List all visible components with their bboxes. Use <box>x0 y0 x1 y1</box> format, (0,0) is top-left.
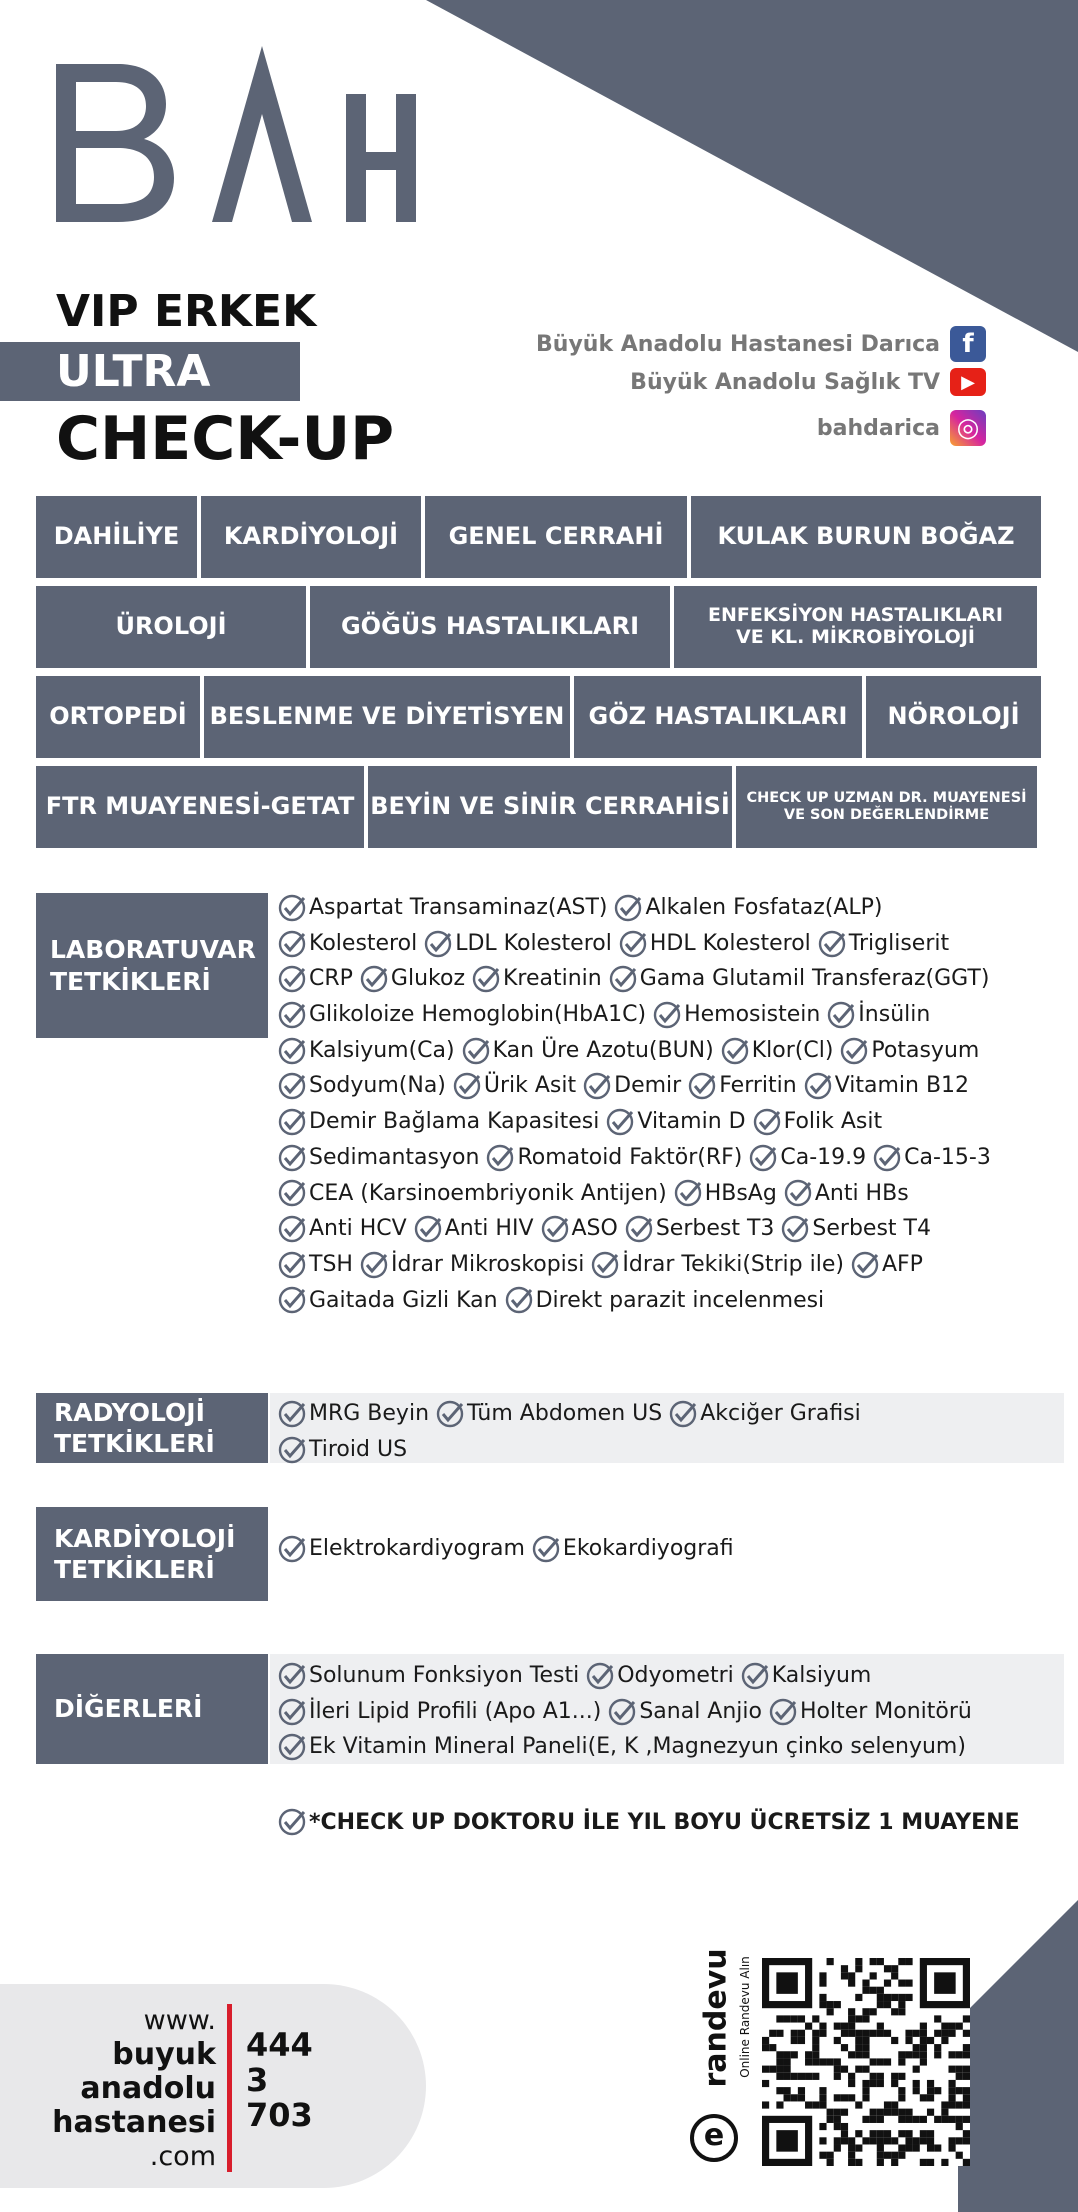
checklist-item: HBsAg <box>674 1176 777 1212</box>
checklist-item: Serbest T4 <box>781 1211 931 1247</box>
checklist-line <box>278 1247 998 1283</box>
checklist-item: Sodyum(Na) <box>278 1068 446 1104</box>
checklist-item: Ca-15-3 <box>873 1140 991 1176</box>
instagram-icon: ◎ <box>950 410 986 446</box>
check-icon <box>278 1535 306 1563</box>
check-icon <box>583 1072 611 1100</box>
check-icon <box>625 1215 653 1243</box>
randevu-logo: e randevu Online Randevu Alın <box>684 1954 764 2164</box>
check-icon <box>278 1179 306 1207</box>
checklist-item: Odyometri <box>586 1658 734 1694</box>
dept-kbb: KULAK BURUN BOĞAZ <box>691 496 1041 578</box>
lab-section-label: LABORATUVAR TETKİKLERİ <box>36 893 268 1038</box>
checklist-item: Anti HBs <box>784 1176 909 1212</box>
check-icon <box>851 1251 879 1279</box>
checklist-line <box>278 1396 868 1432</box>
checklist-item: Tiroid US <box>278 1432 407 1468</box>
dept-noroloji: NÖROLOJİ <box>866 676 1041 758</box>
free-exam-note: *CHECK UP DOKTORU İLE YIL BOYU ÜCRETSİZ 1 MUAYENE <box>278 1808 1020 1836</box>
checklist-item: Ek Vitamin Mineral Paneli(E, K ,Magnezyun çinko selenyum) <box>278 1729 966 1765</box>
checklist-item: Alkalen Fosfataz(ALP) <box>614 890 882 926</box>
checklist-line <box>278 1068 998 1104</box>
checklist-item: Ürik Asit <box>453 1068 576 1104</box>
check-icon <box>741 1662 769 1690</box>
check-icon <box>360 965 388 993</box>
bah-logo <box>56 44 416 224</box>
checklist-item: Ferritin <box>688 1068 796 1104</box>
dept-uroloji: ÜROLOJİ <box>36 586 306 668</box>
cardiology-section-label: KARDİYOLOJİ TETKİKLERİ <box>36 1507 268 1601</box>
checklist-item: Elektrokardiyogram <box>278 1531 525 1567</box>
checklist-line <box>278 1104 998 1140</box>
dept-dahiliye: DAHİLİYE <box>36 496 197 578</box>
checklist-item: Glukoz <box>360 961 465 997</box>
checklist-item: AFP <box>851 1247 923 1283</box>
checklist-item: Gaitada Gizli Kan <box>278 1283 498 1319</box>
social-facebook-label: Büyük Anadolu Hastanesi Darıca <box>536 331 940 357</box>
checklist-item: Aspartat Transaminaz(AST) <box>278 890 607 926</box>
checklist-line <box>278 1283 998 1319</box>
website-url[interactable]: www. buyuk anadolu hastanesi .com <box>52 2005 216 2172</box>
check-icon <box>827 1001 855 1029</box>
checklist-item: Sanal Anjio <box>608 1694 762 1730</box>
checklist-line <box>278 1531 741 1567</box>
check-icon <box>609 965 637 993</box>
checklist-line <box>278 1176 998 1212</box>
checklist-item: İleri Lipid Profili (Apo A1...) <box>278 1694 601 1730</box>
checklist-item: Direkt parazit incelenmesi <box>505 1283 825 1319</box>
checklist-item: İdrar Tekiki(Strip ile) <box>591 1247 844 1283</box>
check-icon <box>436 1400 464 1428</box>
checklist-item: CRP <box>278 961 353 997</box>
checklist-line <box>278 926 998 962</box>
checklist-line <box>278 1211 998 1247</box>
check-icon <box>278 1108 306 1136</box>
checklist-item: Anti HCV <box>278 1211 407 1247</box>
check-icon <box>278 1808 306 1836</box>
dept-ortopedi: ORTOPEDİ <box>36 676 200 758</box>
checklist-item: Kan Üre Azotu(BUN) <box>462 1033 714 1069</box>
checklist-item: Potasyum <box>840 1033 979 1069</box>
qr-code[interactable] <box>762 1958 970 2166</box>
check-icon <box>784 1179 812 1207</box>
radiology-items <box>278 1396 868 1467</box>
checklist-line <box>278 997 998 1033</box>
checklist-line <box>278 1694 979 1730</box>
check-icon <box>781 1215 809 1243</box>
checklist-item: Demir Bağlama Kapasitesi <box>278 1104 599 1140</box>
checklist-item: Glikoloize Hemoglobin(HbA1C) <box>278 997 646 1033</box>
youtube-icon: ▶ <box>950 368 986 396</box>
dept-gogus: GÖĞÜS HASTALIKLARI <box>310 586 670 668</box>
social-youtube[interactable] <box>630 368 986 396</box>
checklist-item: Demir <box>583 1068 681 1104</box>
check-icon <box>541 1215 569 1243</box>
title-ultra: ULTRA <box>56 346 211 397</box>
check-icon <box>278 1037 306 1065</box>
social-instagram[interactable] <box>817 410 986 446</box>
departments-row-2 <box>36 586 1041 668</box>
check-icon <box>840 1037 868 1065</box>
check-icon <box>278 1251 306 1279</box>
checklist-line <box>278 1729 979 1765</box>
check-icon <box>619 930 647 958</box>
check-icon <box>278 1400 306 1428</box>
departments-row-4 <box>36 766 1041 848</box>
check-icon <box>278 1436 306 1464</box>
check-icon <box>614 894 642 922</box>
facebook-icon: f <box>950 326 986 362</box>
social-instagram-label: bahdarica <box>816 415 940 441</box>
checklist-item: HDL Kolesterol <box>619 926 811 962</box>
check-icon <box>462 1037 490 1065</box>
others-items <box>278 1658 979 1765</box>
checklist-item: İnsülin <box>827 997 930 1033</box>
check-icon <box>453 1072 481 1100</box>
social-facebook[interactable] <box>536 326 986 362</box>
check-icon <box>414 1215 442 1243</box>
checklist-item: Ca-19.9 <box>749 1140 866 1176</box>
check-icon <box>278 1144 306 1172</box>
check-icon <box>278 1001 306 1029</box>
checklist-item: Hemosistein <box>653 997 820 1033</box>
check-icon <box>753 1108 781 1136</box>
checklist-item: Kreatinin <box>472 961 602 997</box>
checklist-line <box>278 961 998 997</box>
check-icon <box>424 930 452 958</box>
checklist-item: Trigliserit <box>818 926 949 962</box>
check-icon <box>608 1698 636 1726</box>
checklist-line <box>278 1432 868 1468</box>
dept-goz: GÖZ HASTALIKLARI <box>574 676 862 758</box>
dept-kardiyoloji: KARDİYOLOJİ <box>201 496 421 578</box>
check-icon <box>505 1286 533 1314</box>
checklist-item: Serbest T3 <box>625 1211 775 1247</box>
dept-check-up-uzman: CHECK UP UZMAN DR. MUAYENESİ VE SON DEĞERLENDİRME <box>736 766 1037 848</box>
check-icon <box>674 1179 702 1207</box>
check-icon <box>804 1072 832 1100</box>
check-icon <box>669 1400 697 1428</box>
check-icon <box>873 1144 901 1172</box>
checklist-item: Holter Monitörü <box>769 1694 972 1730</box>
check-icon <box>278 894 306 922</box>
check-icon <box>532 1535 560 1563</box>
check-icon <box>278 1733 306 1761</box>
title-vip-erkek: VIP ERKEK <box>56 286 317 337</box>
checklist-item: LDL Kolesterol <box>424 926 612 962</box>
checklist-item: Kolesterol <box>278 926 417 962</box>
checklist-item: Vitamin D <box>606 1104 745 1140</box>
checklist-item: Klor(Cl) <box>721 1033 834 1069</box>
dept-enfeksiyon: ENFEKSİYON HASTALIKLARI VE KL. MİKROBİYOLOJİ <box>674 586 1037 668</box>
checklist-item: Akciğer Grafisi <box>669 1396 861 1432</box>
others-section-label: DİĞERLERİ <box>36 1654 268 1764</box>
footer-divider <box>227 2004 232 2172</box>
check-icon <box>278 965 306 993</box>
check-icon <box>749 1144 777 1172</box>
check-icon <box>278 1698 306 1726</box>
check-icon <box>653 1001 681 1029</box>
checklist-item: CEA (Karsinoembriyonik Antijen) <box>278 1176 667 1212</box>
checklist-item: Vitamin B12 <box>804 1068 969 1104</box>
check-icon <box>769 1698 797 1726</box>
radiology-section-label: RADYOLOJİ TETKİKLERİ <box>36 1393 268 1463</box>
check-icon <box>278 1072 306 1100</box>
phone-number[interactable]: 444 3 703 <box>246 2026 313 2134</box>
checklist-item: Gama Glutamil Transferaz(GGT) <box>609 961 990 997</box>
check-icon <box>278 930 306 958</box>
dept-genel-cerrahi: GENEL CERRAHİ <box>425 496 687 578</box>
checklist-item: Tüm Abdomen US <box>436 1396 662 1432</box>
cardiology-items <box>278 1531 741 1567</box>
checklist-item: ASO <box>541 1211 618 1247</box>
departments-row-3 <box>36 676 1041 758</box>
check-icon <box>486 1144 514 1172</box>
checklist-item: Folik Asit <box>753 1104 883 1140</box>
checklist-line <box>278 890 998 926</box>
check-icon <box>721 1037 749 1065</box>
checklist-item: Kalsiyum(Ca) <box>278 1033 455 1069</box>
checklist-line <box>278 1033 998 1069</box>
check-icon <box>688 1072 716 1100</box>
dept-beyin-sinir: BEYİN VE SİNİR CERRAHİSİ <box>368 766 732 848</box>
checklist-item: İdrar Mikroskopisi <box>360 1247 584 1283</box>
check-icon <box>586 1662 614 1690</box>
check-icon <box>472 965 500 993</box>
lab-items <box>278 890 998 1318</box>
checklist-item: Solunum Fonksiyon Testi <box>278 1658 579 1694</box>
checklist-line <box>278 1658 979 1694</box>
check-icon <box>606 1108 634 1136</box>
check-icon <box>360 1251 388 1279</box>
checklist-item: Romatoid Faktör(RF) <box>486 1140 742 1176</box>
dept-beslenme: BESLENME VE DİYETİSYEN <box>204 676 570 758</box>
checklist-item: Sedimantasyon <box>278 1140 479 1176</box>
social-youtube-label: Büyük Anadolu Sağlık TV <box>630 369 940 395</box>
check-icon <box>278 1662 306 1690</box>
check-icon <box>278 1215 306 1243</box>
departments-row-1 <box>36 496 1041 578</box>
check-icon <box>278 1286 306 1314</box>
dept-ftr: FTR MUAYENESİ-GETAT <box>36 766 364 848</box>
checklist-item: Ekokardiyografi <box>532 1531 734 1567</box>
checklist-line <box>278 1140 998 1176</box>
checklist-item: Kalsiyum <box>741 1658 872 1694</box>
check-icon <box>591 1251 619 1279</box>
checklist-item: MRG Beyin <box>278 1396 429 1432</box>
checklist-item: Anti HIV <box>414 1211 534 1247</box>
title-check-up: CHECK-UP <box>56 404 395 474</box>
checklist-item: TSH <box>278 1247 353 1283</box>
check-icon <box>818 930 846 958</box>
